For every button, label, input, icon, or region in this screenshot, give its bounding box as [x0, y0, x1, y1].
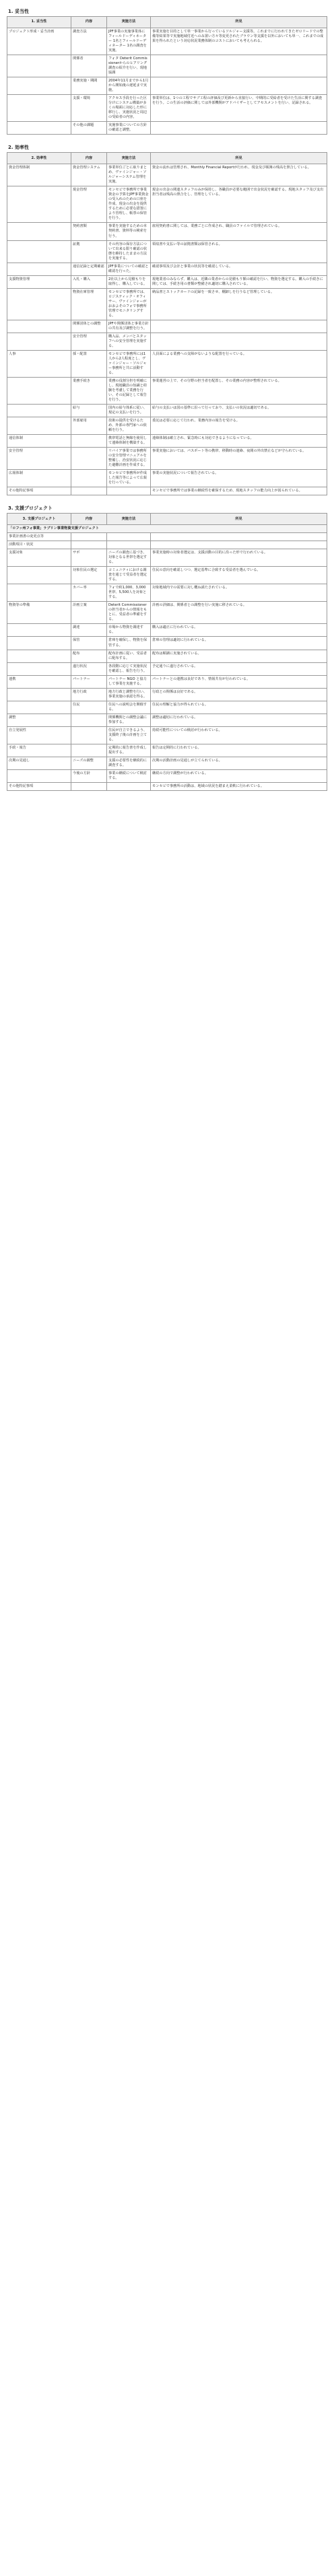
item-cell: 住民 [71, 701, 107, 713]
category-cell [7, 769, 71, 782]
method-cell [107, 782, 151, 790]
category-cell [7, 624, 71, 637]
table-row [7, 769, 327, 782]
finding-cell: 資金の流れは管理され、Monthly Financial Reportが行われ、現金及び帳簿の残高を照合している。 [151, 164, 327, 186]
table-row [7, 713, 327, 726]
table-row [7, 541, 327, 549]
table-header-row [7, 17, 327, 28]
table-row [7, 675, 327, 688]
category-cell [7, 122, 71, 135]
table-row [7, 320, 327, 333]
finding-cell: 現地業者のみならず、購入は、近隣の業者からの見積もり額の確認を行い、物資を選定する。購入の手続きに関しては、手続き用の書類が整備され適切に購入されている。 [151, 275, 327, 288]
category-cell [7, 263, 71, 275]
category-cell: 安全管理 [7, 448, 71, 470]
table-row [7, 186, 327, 223]
method-cell: 国内の給与体系に従い、規定の支払いを行う。 [107, 404, 151, 417]
finding-cell: 委託は必要に応じて行われ、業務内容の報告を受ける。 [151, 417, 327, 435]
method-cell: 関係機関との調整会議に参加する。 [107, 713, 151, 726]
category-cell [7, 650, 71, 662]
category-cell: 事業計画書の変更点等 [7, 533, 71, 541]
item-cell: 地方行政 [71, 688, 107, 701]
method-cell: 倉庫を確保し、物資を保管する。 [107, 637, 151, 650]
finding-cell: 事業実施を目的として単一事業から行っているソルジャー支援等。これまでに行われてきたゼロリードでの整備等結果等で実施地域付近へのみ置い方々等変更されたブラウン等支援を以外においても単一、これまでの成果を得られたという対応状況業務体制のコストにおいても考えられる。 [151, 28, 327, 55]
category-cell: 支援物資管理 [7, 275, 71, 288]
table-row [7, 122, 327, 135]
item-cell: ニーズの調整 [71, 757, 107, 769]
column-header: 実施方法 [107, 514, 151, 525]
finding-cell: モンセビで事務所では事業の継続性を確保するため、現地スタッフの能力向上が図られている。 [151, 487, 327, 495]
item-cell [71, 744, 107, 757]
column-header: 内容 [71, 153, 107, 164]
item-cell: 契約書類 [71, 223, 107, 240]
category-cell [7, 688, 71, 701]
category-cell: 自立発展性 [7, 726, 71, 744]
item-cell: 証拠 [71, 240, 107, 263]
item-cell: 関係者 [71, 55, 107, 77]
item-cell [71, 435, 107, 448]
item-cell [71, 487, 107, 495]
method-cell: 2004年11月までから1月から開始後の遅延まで実施。 [107, 77, 151, 95]
method-cell: 支援の必要性を継続的に調査する。 [107, 757, 151, 769]
category-cell [7, 223, 71, 240]
method-cell: JPF事業についての確認と確認を行った。 [107, 263, 151, 275]
section-table [7, 152, 327, 495]
method-cell: 事業の継続について検討する。 [107, 769, 151, 782]
item-cell: 計画立案 [71, 602, 107, 624]
category-cell: 物資等の準備 [7, 602, 71, 624]
finding-cell: 事業実施においては、パスポート等の携帯、移動時の連絡、夜間の外出禁止などが守られている。 [151, 448, 327, 470]
finding-cell: 計画の詳細は、関係者との調整を行い実施に移されている。 [151, 602, 327, 624]
finding-cell [151, 333, 327, 350]
category-cell: 通信体制 [7, 435, 71, 448]
item-cell: パートナー [71, 675, 107, 688]
section-title: 2. 効率性 [8, 145, 29, 151]
table-row [7, 333, 327, 350]
finding-cell [151, 533, 327, 541]
table-row [7, 584, 327, 602]
finding-cell: 領収書や支払い等の証拠書類は保管される。 [151, 240, 327, 263]
table-row [7, 55, 327, 77]
table-row [7, 240, 327, 263]
table-row [7, 448, 327, 470]
column-header: 1. 妥当性 [7, 17, 71, 28]
category-cell [7, 186, 71, 223]
finding-cell: パートナーとの連携は良好であり、情報共有が行われている。 [151, 675, 327, 688]
finding-cell: 事業単位は、1つの工程でサブ工程の評価及び更新から直接行い、中期的に受給者を受けた生活に関する調査を行う。この生活の評価に関しては外部機関がアドバイザーとしてアセスメントを行い、記録される。 [151, 95, 327, 122]
item-cell: 関係団体との調整 [71, 320, 107, 333]
category-cell [7, 377, 71, 404]
finding-cell: 現金の出金の関連スタッフのみが保持し、各職員が必要な範囲で出金状況を確認する。現地スタッフ及び支出担当者は残高の照合をし、管理をしている。 [151, 186, 327, 223]
item-cell: 物資在庫管理 [71, 288, 107, 320]
finding-cell: 雇用契約書に関しては、業務ごとに作成され、職員のファイルで管理されている。 [151, 223, 327, 240]
category-cell [7, 701, 71, 713]
table-row [7, 487, 327, 495]
section-table [7, 16, 327, 135]
column-header: 内容 [71, 514, 107, 525]
finding-cell: 倉庫の管理は適切に行われている。 [151, 637, 327, 650]
finding-cell: 人員面による業務への支障がないような配置を行っている。 [151, 350, 327, 377]
section-table [7, 513, 327, 791]
finding-cell: 住民の意向を確認しつつ、選定基準に合致する受益者を選んでいる。 [151, 567, 327, 584]
table-row [7, 164, 327, 186]
item-cell: 採・配置 [71, 350, 107, 377]
category-cell [7, 417, 71, 435]
item-cell [71, 533, 107, 541]
finding-cell: 配布は順調に実施されている。 [151, 650, 327, 662]
finding-cell [151, 77, 327, 95]
table-row [7, 757, 327, 769]
method-cell: 地方行政と調整を行い、事業実施の承認を得る。 [107, 688, 151, 701]
column-header: 所見 [151, 514, 327, 525]
finding-cell: 事業の実施状況について報告されている。 [151, 470, 327, 487]
item-cell: 資金管理システム [71, 164, 107, 186]
column-header: 3. 支援プロジェクト [7, 514, 71, 525]
category-cell: プロジェクト形成・妥当計画 [7, 28, 71, 55]
method-cell: 技術の提供を受けるため、外部の専門家への依頼を行う。 [107, 417, 151, 435]
finding-cell: 対象地域内での需要に対し概ね満たされている。 [151, 584, 327, 602]
table-header-row [7, 514, 327, 525]
item-cell: 業務実施・期間 [71, 77, 107, 95]
category-cell: 人事 [7, 350, 71, 377]
method-cell: モンセビで事務所で事業資金の予算をJPF事業資金の受入れのための口座を作成、現金の出金を提供するために必要な措置により管理し、帳票の保管を行う。 [107, 186, 151, 223]
category-cell [7, 77, 71, 95]
method-cell: 各段階に応じて実施状況を確認し、報告を行う。 [107, 662, 151, 675]
category-cell: 次期の見通し [7, 757, 71, 769]
method-cell: 住民が自立できるよう、支援終了後の計画を立てる。 [107, 726, 151, 744]
table-row [7, 263, 327, 275]
method-cell: 事業を実施するための本契約書、資料等の検索を行う。 [107, 223, 151, 240]
method-cell [107, 541, 151, 549]
section-title: 3. 支援プロジェクト [8, 506, 53, 512]
category-cell: その他特記事項 [7, 782, 71, 790]
method-cell: アクセス手段を行った区分けにシステム構築が多くの場面に対応した形に移行し、実施状況と周辺の受給者の内容。 [107, 95, 151, 122]
category-cell: 支援対象 [7, 549, 71, 567]
table-row [7, 28, 327, 55]
category-cell [7, 637, 71, 650]
category-cell: その他特記事項 [7, 487, 71, 495]
finding-cell: 事業実施時の対象者選定は、支援活動の目的に沿った形で行われている。 [151, 549, 327, 567]
table-row [7, 77, 327, 95]
item-cell: 安全管理 [71, 333, 107, 350]
column-header: 内容 [71, 17, 107, 28]
table-row [7, 662, 327, 675]
method-cell: リバイア事業では事務所の安全管理マニュアルを整備し、治安状況に応じた避難計画を作成する。 [107, 448, 151, 470]
column-header: 2. 効率性 [7, 153, 71, 164]
finding-cell: 行政との関係は良好である。 [151, 688, 327, 701]
method-cell: Deterit Commissionerの担当者からの情報をもとに、受益者の準備をする。 [107, 602, 151, 624]
finding-cell [151, 55, 327, 77]
item-cell: 外部雇用 [71, 417, 107, 435]
category-cell [7, 404, 71, 417]
finding-cell: 事業運営の上で、その分野の担当者を配置し、その業務の内容が整理されている。 [151, 377, 327, 404]
finding-cell: 持続可能性についての検討が行われている。 [151, 726, 327, 744]
finding-cell: 住民の理解と協力が得られている。 [151, 701, 327, 713]
method-cell: モンセビで事務所には1人から2人程度とし、ヴァインジャー・ソルジャー事務所と共に活動する。 [107, 350, 151, 377]
item-cell: 入札・購入 [71, 275, 107, 288]
table-row [7, 275, 327, 288]
method-cell: 定期的に報告書を作成し提出する。 [107, 744, 151, 757]
table-row [7, 650, 327, 662]
item-cell [71, 448, 107, 470]
finding-cell: 購入は適正に行われている。 [151, 624, 327, 637]
report-page [7, 0, 327, 796]
table-row [7, 470, 327, 487]
method-cell: パートナー NGO と協力して事業を実施する。 [107, 675, 151, 688]
method-cell: コミュニティにおける調査を通じて受益者を選定する。 [107, 567, 151, 584]
finding-cell: 納品書とストックカードの記録を一致させ、棚卸しを行うなど管理している。 [151, 288, 327, 320]
method-cell: 実施事業についての方針の確認と調整。 [107, 122, 151, 135]
finding-cell: 継続の方向で調整が行われている。 [151, 769, 327, 782]
category-cell: 手続・報告 [7, 744, 71, 757]
method-cell: JPFや関係団体と事業方針の共有及び調整を行う。 [107, 320, 151, 333]
category-cell: 活動項目・状況 [7, 541, 71, 549]
table-row [7, 404, 327, 417]
table-row [7, 567, 327, 584]
method-cell [107, 533, 151, 541]
method-cell: 事業単位ごとに取りまとめ、ヴァインジャー・ソルジャーシステム管理を実施。 [107, 164, 151, 186]
category-cell [7, 333, 71, 350]
finding-cell: モンセビで事務所の活動は、地域の状況を踏まえ柔軟に行われている。 [151, 782, 327, 790]
table-row [7, 435, 327, 448]
finding-cell [151, 320, 327, 333]
method-cell: 購入品、メンバとスタッフへの安全管理を実施する。 [107, 333, 151, 350]
method-cell: 配布計画に従い、受益者に配布する。 [107, 650, 151, 662]
method-cell: ニーズの調査に基づき、対象となる世帯を選定する。 [107, 549, 151, 567]
table-row [7, 602, 327, 624]
table-row [7, 637, 327, 650]
category-cell [7, 288, 71, 320]
finding-cell: 連絡体制は確立され、緊急時にも対応できるようになっている。 [151, 435, 327, 448]
category-cell [7, 240, 71, 263]
table-row [7, 417, 327, 435]
table-row [7, 782, 327, 790]
item-cell: その他の課題 [71, 122, 107, 135]
table-row [7, 688, 327, 701]
column-header: 所見 [151, 17, 327, 28]
column-header: 実施方法 [107, 153, 151, 164]
category-cell [7, 662, 71, 675]
item-cell: 調査方法 [71, 28, 107, 55]
method-cell: 携帯電話と無線を使用して連絡体制を構築する。 [107, 435, 151, 448]
item-cell [71, 713, 107, 726]
item-cell [71, 782, 107, 790]
table-row [7, 350, 327, 377]
column-header: 所見 [151, 153, 327, 164]
item-cell: 保管 [71, 637, 107, 650]
item-cell [71, 726, 107, 744]
finding-cell [151, 122, 327, 135]
category-cell [7, 95, 71, 122]
finding-cell: 次期の活動計画の見通しが立てられている。 [151, 757, 327, 769]
method-cell: 市場から物資を調達する。 [107, 624, 151, 637]
method-cell: フォで約1,000、3,000世帯、5,500人を対象とする。 [107, 584, 151, 602]
category-cell: 調整 [7, 713, 71, 726]
table-row [7, 624, 327, 637]
table-row [7, 223, 327, 240]
method-cell: 住民への説明会を開催する。 [107, 701, 151, 713]
table-row [7, 533, 327, 541]
item-cell: 今後の方針 [71, 769, 107, 782]
method-cell: JPF事業の実施事業体に フィールドーディネーター 1名とフィールドーディネーター 1名の調査を実施。 [107, 28, 151, 55]
item-cell: 給与 [71, 404, 107, 417]
item-cell: 遂行状況 [71, 662, 107, 675]
category-cell [7, 567, 71, 584]
item-cell [71, 470, 107, 487]
table-row [7, 726, 327, 744]
table-header-row [7, 153, 327, 164]
item-cell: カバー率 [71, 584, 107, 602]
item-cell: 通信記録と定期確認 [71, 263, 107, 275]
item-cell: 対象住民の選定 [71, 567, 107, 584]
finding-cell: 予定通りに遂行されている。 [151, 662, 327, 675]
item-cell [71, 541, 107, 549]
item-cell: 業務手続き [71, 377, 107, 404]
method-cell: 2社以上から見積もりを取得し、購入している。 [107, 275, 151, 288]
method-cell: その内容の保存方法について出来る限り確認の状態を維持したままの方法を実施する。 [107, 240, 151, 263]
finding-cell: 確認事項及び会計と事業の状況等を確認している。 [151, 263, 327, 275]
table-row [7, 95, 327, 122]
finding-cell: 報告は定期的に行われている。 [151, 744, 327, 757]
item-cell: サポ [71, 549, 107, 567]
item-cell: 支援・環境 [71, 95, 107, 122]
category-cell: 広報体制 [7, 470, 71, 487]
method-cell: フォタ Deterit Commissionerからのヒアリング調査の紹介を行い、現地協調 [107, 55, 151, 77]
item-cell: 調達 [71, 624, 107, 637]
section-title: 1. 妥当性 [8, 9, 29, 14]
method-cell [107, 487, 151, 495]
finding-cell: 調整は適切に行われている。 [151, 713, 327, 726]
method-cell: 業務の役割分担を明確にし、現地職員の知識と経験を考慮して業務を行い、その記録として報告を行う。 [107, 377, 151, 404]
category-cell [7, 320, 71, 333]
table-row [7, 701, 327, 713]
column-header: 実施方法 [107, 17, 151, 28]
category-cell [7, 584, 71, 602]
finding-cell [151, 541, 327, 549]
table-row [7, 377, 327, 404]
table-row [7, 549, 327, 567]
item-cell: 配布 [71, 650, 107, 662]
method-cell: モンセビで事務所が作成した報告等によって広報を行っている。 [107, 470, 151, 487]
table-row [7, 288, 327, 320]
finding-cell: 給与の支払いは国の基準に沿って行っており、支払いの状況は適切である。 [151, 404, 327, 417]
category-cell [7, 55, 71, 77]
category-cell: 資金管理体制 [7, 164, 71, 186]
category-cell: 連携 [7, 675, 71, 688]
method-cell: モンセビで事務所では、ロジスティック・オフィサー、ヴァインジャーがおおよそのフォで事務所管理でモニタリングする。 [107, 288, 151, 320]
item-cell: 現金管理 [71, 186, 107, 223]
table-row [7, 744, 327, 757]
project-subhead: 「ロフッ州フォ事業」ラブリン事業物資支援プロジェクト [7, 525, 327, 533]
